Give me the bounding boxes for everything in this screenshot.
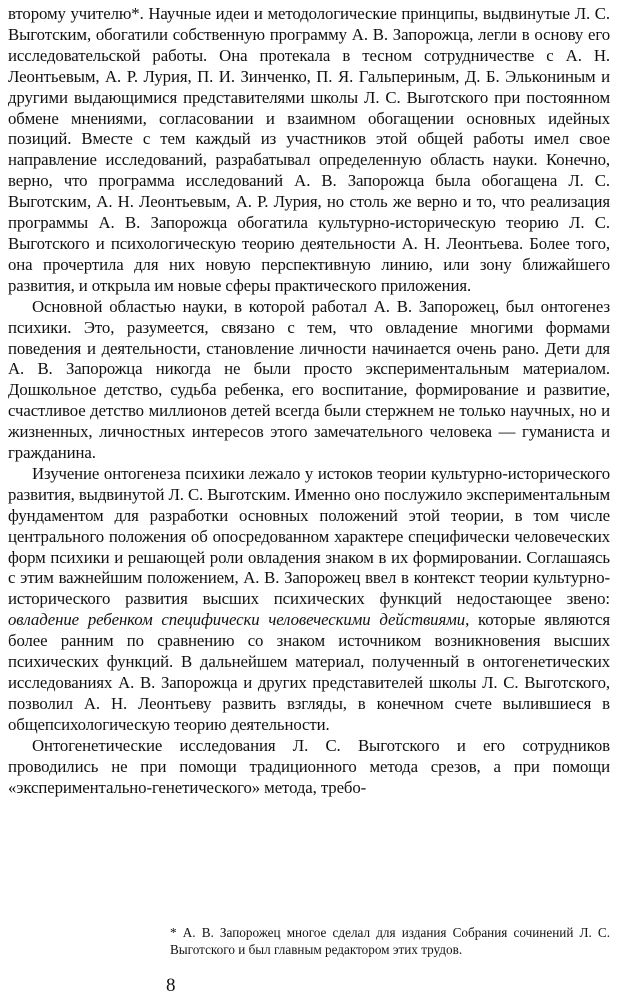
paragraph-1: второму учителю*. Научные идеи и методологические принципы, выдвинутые Л. С. Выготским, обогатили собственную программу А. В. Запорожца, легли в основу его исследовательской работы. Она протекала в тесном сотрудничестве с А. Н. Леонтьевым, А. Р. Лурия, П. И. Зинченко, П. Я. Гальпериным, Д. Б. Элькониным и другими выдающимися представителями школы Л. С. Выготского при постоянном обмене мнениями, согласовании и взаимном обогащении основных идейных позиций. Вместе с тем каждый из участников этой общей работы имел свое направление исследований, разрабатывал определенную область науки. Конечно, верно, что программа исследований А. В. Запорожца была обогащена Л. С. Выготским, А. Н. Леонтьевым, А. Р. Лурия, но столь же верно и то, что реализация программы А. В. Запорожца обогатила культурно-историческую теорию Л. С. Выготского и психологическую теорию деятельности А. Н. Леонтьева. Более того, она прочертила для них новую перспективную линию, или зону ближайшего развития, и открыла им новые сферы практического приложения.: [8, 4, 610, 295]
page-number: 8: [166, 975, 176, 996]
paragraph-2: Основной областью науки, в которой работал А. В. Запорожец, был онтогенез психики. Это, разумеется, связано с тем, что овладение многими формами поведения и деятельности, становление личности начинается очень рано. Дети для А. В. Запорожца никогда не были просто экспериментальным материалом. Дошкольное детство, судьба ребенка, его воспитание, формирование и развитие, счастливое детство миллионов детей всегда были стержнем не только научных, но и жизненных, личностных интересов этого замечательного человека — гуманиста и гражданина.: [8, 296, 610, 463]
paragraph-4: Онтогенетические исследования Л. С. Выготского и его сотрудников проводились не при помощи традиционного метода срезов, а при помощи «экспериментально-генетического» метода, требо-: [8, 735, 610, 797]
footnote: [170, 924, 610, 958]
paragraph-3-end: , которые являются более ранним по сравнению со знаком источником возникновения высших психических функций. В дальнейшем материал, полученный в онтогенетических исследованиях А. В. Запорожца и других представителей школы Л. С. Выготского, позволил А. Н. Леонтьеву развить взгляды, в конечном счете вылившиеся в общепсихологическую теорию деятельности.: [8, 610, 610, 734]
paragraph-3-emphasis: овладение ребенком специфически человеческими действиями: [8, 610, 466, 630]
footnote-text: * А. В. Запорожец многое сделал для издания Собрания сочинений Л. С. Выготского и был главным редактором этих трудов.: [170, 925, 610, 957]
main-text: [8, 4, 610, 798]
paragraph-3-start: Изучение онтогенеза психики лежало у истоков теории культурно-исторического развития, выдвинутой Л. С. Выготским. Именно оно послужило экспериментальным фундаментом для разработки основных положений этой теории, в том числе центрального положения об опосредованном характере специфически человеческих форм психики и решающей роли овладения знаком в их формировании. Соглашаясь с этим важнейшим положением, А. В. Запорожец ввел в контекст теории культурно-исторического развития высших психических функций недостающее звено:: [8, 463, 610, 609]
paragraph-3: [8, 464, 610, 736]
